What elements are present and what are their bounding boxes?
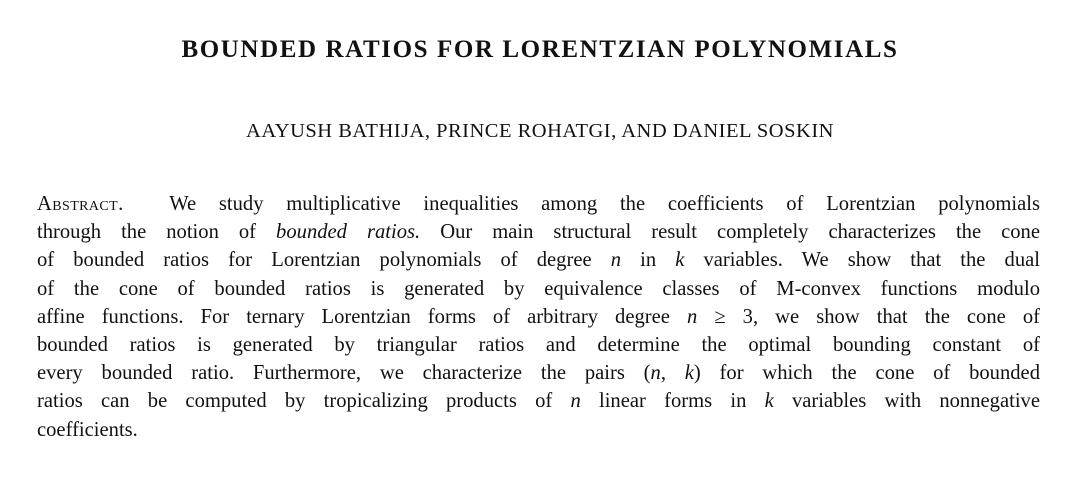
abstract-line — [37, 275, 1040, 303]
abstract-line — [37, 303, 1040, 331]
abstract-text: linear forms in — [580, 390, 765, 413]
abstract-text: bounded ratios is generated by triangular ratios and determine the optimal bounding constant of — [37, 334, 1040, 357]
abstract-text: ) for which the cone of bounded — [693, 362, 1040, 385]
math-variable: n — [686, 305, 698, 328]
abstract-text: affine functions. For ternary Lorentzian forms of arbitrary degree — [37, 305, 687, 328]
abstract-text: , — [660, 362, 685, 385]
paper-title: BOUNDED RATIOS FOR LORENTZIAN POLYNOMIALS — [181, 36, 899, 63]
abstract-line — [37, 190, 1040, 218]
abstract-line — [37, 416, 1040, 444]
abstract-line — [37, 218, 1040, 246]
abstract-text: We study multiplicative inequalities among the coefficients of Lorentzian polynomials — [169, 193, 1041, 215]
abstract-text: every bounded ratio. Furthermore, we characterize the pairs ( — [37, 362, 651, 385]
math-variable: k — [684, 362, 694, 385]
abstract — [37, 190, 1040, 444]
abstract-text: variables. We show that the dual — [684, 249, 1040, 272]
abstract-text: coefficients. — [37, 418, 138, 441]
abstract-line — [37, 246, 1040, 274]
abstract-text: Our main structural result completely characterizes the cone — [420, 221, 1040, 244]
math-variable: n — [570, 390, 581, 413]
abstract-text: ratios can be computed by tropicalizing products of — [37, 390, 571, 413]
abstract-text: of bounded ratios for Lorentzian polynomials of degree — [37, 249, 611, 272]
math-variable: k — [764, 390, 774, 413]
abstract-text: variables with nonnegative — [773, 390, 1040, 413]
math-variable: n — [610, 249, 621, 272]
abstract-text: through the notion of — [37, 221, 277, 244]
abstract-line — [37, 331, 1040, 359]
abstract-label: Abstract. — [37, 193, 124, 215]
math-variable: k — [675, 249, 685, 272]
math-variable: n — [650, 362, 661, 385]
abstract-text: in — [621, 249, 676, 272]
abstract-text: ≥ 3, we show that the cone of — [697, 305, 1040, 328]
emphasized-term: bounded ratios. — [276, 221, 421, 244]
author-list: AAYUSH BATHIJA, PRINCE ROHATGI, AND DANIEL SOSKIN — [246, 120, 834, 142]
abstract-text: of the cone of bounded ratios is generated by equivalence classes of M-convex functions modulo — [37, 277, 1040, 300]
abstract-line — [37, 359, 1040, 387]
abstract-line — [37, 387, 1040, 415]
